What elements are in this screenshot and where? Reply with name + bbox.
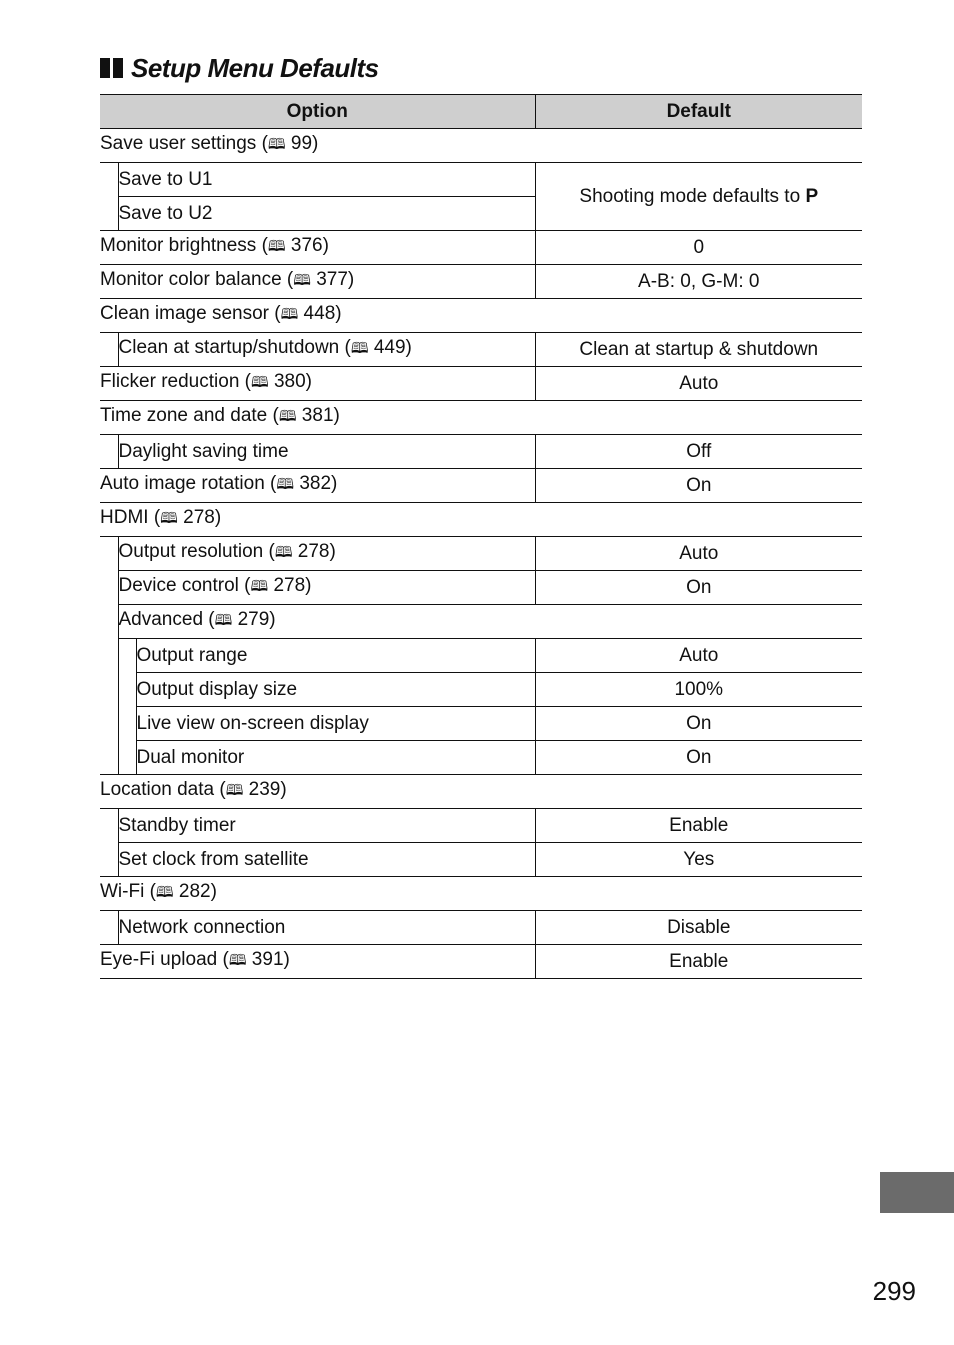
indent-cell xyxy=(100,333,118,367)
row-eyefi: Eye-Fi upload (🕮 391) xyxy=(100,945,535,979)
double-square-bullet-icon xyxy=(100,58,123,78)
indent-cell xyxy=(100,809,118,877)
value-clean-startup: Clean at startup & shutdown xyxy=(535,333,862,367)
table-row xyxy=(100,775,862,809)
table-row xyxy=(100,877,862,911)
table-row xyxy=(100,571,862,605)
book-icon: 🕮 xyxy=(274,543,293,561)
book-icon: 🕮 xyxy=(214,611,233,629)
value-dual-monitor: On xyxy=(535,741,862,775)
indent-cell xyxy=(118,639,136,775)
page-number: 299 xyxy=(872,1276,916,1306)
row-flicker: Flicker reduction (🕮 380) xyxy=(100,367,535,401)
option-column-header: Option xyxy=(100,95,535,129)
book-icon: 🕮 xyxy=(160,509,178,527)
book-icon: 🕮 xyxy=(228,951,247,969)
indent-cell xyxy=(100,163,118,231)
row-monitor-color: Monitor color balance (🕮 377) xyxy=(100,265,535,299)
book-icon: 🕮 xyxy=(250,577,269,595)
table-row xyxy=(100,163,862,197)
table-row xyxy=(100,945,862,979)
book-icon: 🕮 xyxy=(267,135,286,153)
row-wifi: Wi-Fi (🕮 282) xyxy=(100,877,862,911)
value-output-resolution: Auto xyxy=(535,537,862,571)
table-row xyxy=(100,639,862,673)
table-row xyxy=(100,673,862,707)
book-icon: 🕮 xyxy=(278,407,297,425)
row-hdmi: HDMI (🕮 278) xyxy=(100,503,862,537)
table-header-row xyxy=(100,95,862,129)
table-row xyxy=(100,299,862,333)
book-icon: 🕮 xyxy=(280,305,299,323)
table-row xyxy=(100,843,862,877)
row-location: Location data (🕮 239) xyxy=(100,775,862,809)
value-device-control: On xyxy=(535,571,862,605)
value-eyefi: Enable xyxy=(535,945,862,979)
row-save-u2: Save to U2 xyxy=(118,197,535,231)
book-icon: 🕮 xyxy=(251,373,269,391)
value-output-range: Auto xyxy=(535,639,862,673)
table-row xyxy=(100,469,862,503)
row-output-range: Output range xyxy=(136,639,535,673)
section-title xyxy=(100,48,379,88)
table-row xyxy=(100,911,862,945)
row-dual-monitor: Dual monitor xyxy=(136,741,535,775)
row-save-user-settings: Save user settings (🕮 99) xyxy=(100,129,862,163)
value-monitor-color: A-B: 0, G-M: 0 xyxy=(535,265,862,299)
row-live-view: Live view on-screen display xyxy=(136,707,535,741)
book-icon: 🕮 xyxy=(350,339,369,357)
indent-cell xyxy=(100,911,118,945)
table-row xyxy=(100,129,862,163)
chapter-side-tab xyxy=(880,1172,954,1213)
row-device-control: Device control (🕮 278) xyxy=(118,571,535,605)
value-flicker: Auto xyxy=(535,367,862,401)
book-icon: 🕮 xyxy=(225,781,244,799)
row-output-display-size: Output display size xyxy=(136,673,535,707)
table-row xyxy=(100,707,862,741)
book-icon: 🕮 xyxy=(267,237,286,255)
book-icon: 🕮 xyxy=(293,271,311,289)
row-network-connection: Network connection xyxy=(118,911,535,945)
book-icon: 🕮 xyxy=(155,883,174,901)
row-monitor-brightness: Monitor brightness (🕮 376) xyxy=(100,231,535,265)
value-set-clock: Yes xyxy=(535,843,862,877)
book-icon: 🕮 xyxy=(276,475,295,493)
table-row xyxy=(100,741,862,775)
table-row xyxy=(100,809,862,843)
value-live-view: On xyxy=(535,707,862,741)
value-daylight: Off xyxy=(535,435,862,469)
value-standby-timer: Enable xyxy=(535,809,862,843)
row-standby-timer: Standby timer xyxy=(118,809,535,843)
table-row xyxy=(100,231,862,265)
row-time-zone: Time zone and date (🕮 381) xyxy=(100,401,862,435)
indent-cell xyxy=(100,537,118,775)
value-network-connection: Disable xyxy=(535,911,862,945)
row-advanced: Advanced (🕮 279) xyxy=(118,605,862,639)
value-output-display-size: 100% xyxy=(535,673,862,707)
row-output-resolution: Output resolution (🕮 278) xyxy=(118,537,535,571)
row-daylight: Daylight saving time xyxy=(118,435,535,469)
table-row xyxy=(100,333,862,367)
table-row xyxy=(100,367,862,401)
row-clean-sensor: Clean image sensor (🕮 448) xyxy=(100,299,862,333)
default-column-header: Default xyxy=(535,95,862,129)
table-row xyxy=(100,537,862,571)
row-set-clock: Set clock from satellite xyxy=(118,843,535,877)
table-row xyxy=(100,435,862,469)
table-row xyxy=(100,605,862,639)
row-auto-rotation: Auto image rotation (🕮 382) xyxy=(100,469,535,503)
table-row xyxy=(100,265,862,299)
row-clean-startup: Clean at startup/shutdown (🕮 449) xyxy=(118,333,535,367)
save-default-value: Shooting mode defaults to P xyxy=(535,163,862,231)
indent-cell xyxy=(100,435,118,469)
value-auto-rotation: On xyxy=(535,469,862,503)
row-save-u1: Save to U1 xyxy=(118,163,535,197)
table-row xyxy=(100,401,862,435)
setup-defaults-table xyxy=(100,94,862,979)
value-monitor-brightness: 0 xyxy=(535,231,862,265)
table-row xyxy=(100,503,862,537)
section-title-text: Setup Menu Defaults xyxy=(131,52,379,83)
